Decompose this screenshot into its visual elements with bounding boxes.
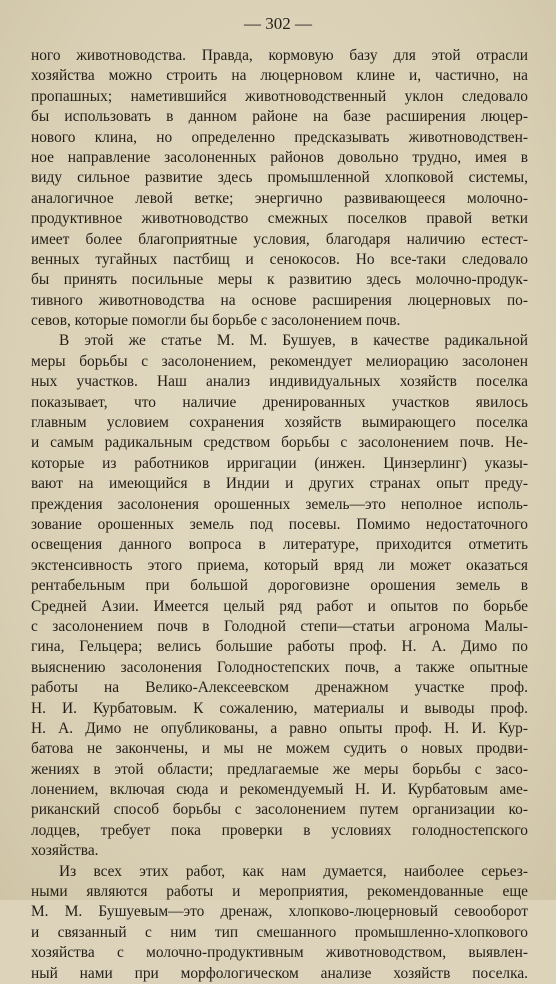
text-line: ного животноводства. Правда, кормовую базу для этой отрасли: [31, 47, 528, 64]
text-line: ных участков. Наш анализ индивидуальных хозяйств поселка: [31, 373, 528, 391]
text-line: вают на имеющийся в Индии и других странах опыт преду-: [31, 475, 528, 493]
text-line: пропашных; наметившийся животноводственный уклон следовало: [31, 87, 528, 105]
text-line: преждения засолонения орошенных земель—это неполное исполь-: [31, 495, 528, 513]
text-line: с засолонением почв в Голодной степи—статьи агронома Малы-: [31, 617, 528, 635]
text-line: севов, которые помогли бы борьбе с засолонением почв.: [31, 312, 401, 330]
text-line: В этой же статье М. М. Бушуев, в качестве радикальной: [59, 332, 528, 350]
text-line: имеет более благоприятные условия, благодаря наличию естест-: [31, 230, 528, 248]
text-line: освещения данного вопроса в литературе, приходится отметить: [31, 536, 528, 554]
text-line: ное направление засолоненных районов довольно трудно, имея в: [31, 148, 528, 166]
text-line: аналогичное левой ветке; энергично развивающееся молочно-: [31, 189, 528, 207]
text-line: венных тугайных пастбищ и сенокосов. Но все-таки следовало: [31, 250, 528, 268]
text-line: бы принять посильные меры к развитию здесь молочно-продук-: [31, 271, 528, 289]
text-line: ный нами при морфологическом анализе хозяйств поселка.: [31, 964, 528, 982]
text-line: Из всех этих работ, как нам думается, наиболее серьез-: [59, 862, 528, 880]
text-line: жениях в этой области; предлагаемые же меры борьбы с засо-: [31, 760, 528, 778]
text-line: зование орошенных земель под посевы. Помимо недостаточного: [31, 515, 528, 533]
text-line: выяснению засолонения Голодностепских почв, а также опытные: [31, 658, 528, 676]
text-line: нового клина, но определенно предсказывать животноводствен-: [31, 128, 528, 146]
text-line: ными являются работы и мероприятия, рекомендованные еще: [31, 883, 528, 901]
paragraph-2: [31, 331, 528, 861]
text-line: М. М. Бушуевым—это дренаж, хлопково-люцерновый севооборот: [31, 903, 528, 921]
text-line: Н. А. Димо не опубликованы, а равно опыты проф. Н. И. Кур-: [31, 719, 528, 737]
text-line: хозяйства с молочно-продуктивным животноводством, выявлен-: [31, 944, 528, 962]
text-line: лодцев, требует пока проверки в условиях голодностепского: [31, 821, 528, 839]
text-line: виду сильное развитие здесь промышленной хлопковой системы,: [31, 169, 528, 187]
text-line: гина, Гельцера; велись большие работы проф. Н. А. Димо по: [31, 638, 528, 656]
text-line: лонением, включая сюда и рекомендуемый Н. И. Курбатовым аме-: [31, 781, 528, 799]
text-line: рентабельным при большой дороговизне орошения земель в: [31, 577, 528, 595]
text-line: главным условием сохранения хозяйств вымирающего поселка: [31, 414, 528, 432]
text-line: хозяйства.: [31, 842, 99, 860]
text-line: и самым радикальным средством борьбы с засолонением почв. Не-: [31, 434, 528, 452]
text-line: Н. И. Курбатовым. К сожалению, материалы и выводы проф.: [31, 699, 528, 717]
text-line: бы использовать в данном районе на базе расширения люцер-: [31, 108, 528, 126]
text-line: меры борьбы с засолонением, рекомендует мелиорацию засолонен: [31, 352, 528, 370]
text-line: и связанный с ним тип смешанного промышленно-хлопкового: [31, 923, 528, 941]
text-line: батова не закончены, и мы не можем судить о новых продви-: [31, 740, 528, 758]
text-line: работы на Велико-Алексеевском дренажном участке проф.: [31, 679, 528, 697]
text-line: показывает, что наличие дренированных участков явилось: [31, 393, 528, 411]
text-line: которые из работников ирригации (инжен. Цинзерлинг) указы-: [31, 454, 528, 472]
text-line: хозяйства можно строить на люцерновом клине и, частично, на: [31, 67, 528, 85]
paragraph-1: [31, 46, 528, 331]
text-line: тивного животноводства на основе расширения люцерновых по-: [31, 291, 528, 309]
paragraph-3: [31, 862, 528, 984]
page-number: — 302 —: [244, 14, 312, 33]
text-line: продуктивное животноводство смежных поселков правой ветки: [31, 210, 528, 228]
text-line: риканский способ борьбы с засолонением путем организации ко-: [31, 801, 528, 819]
body-text: [31, 46, 528, 984]
text-line: экстенсивность этого приема, который вряд ли может оказаться: [31, 556, 528, 574]
text-line: Средней Азии. Имеется целый ряд работ и опытов по борьбе: [31, 597, 528, 615]
